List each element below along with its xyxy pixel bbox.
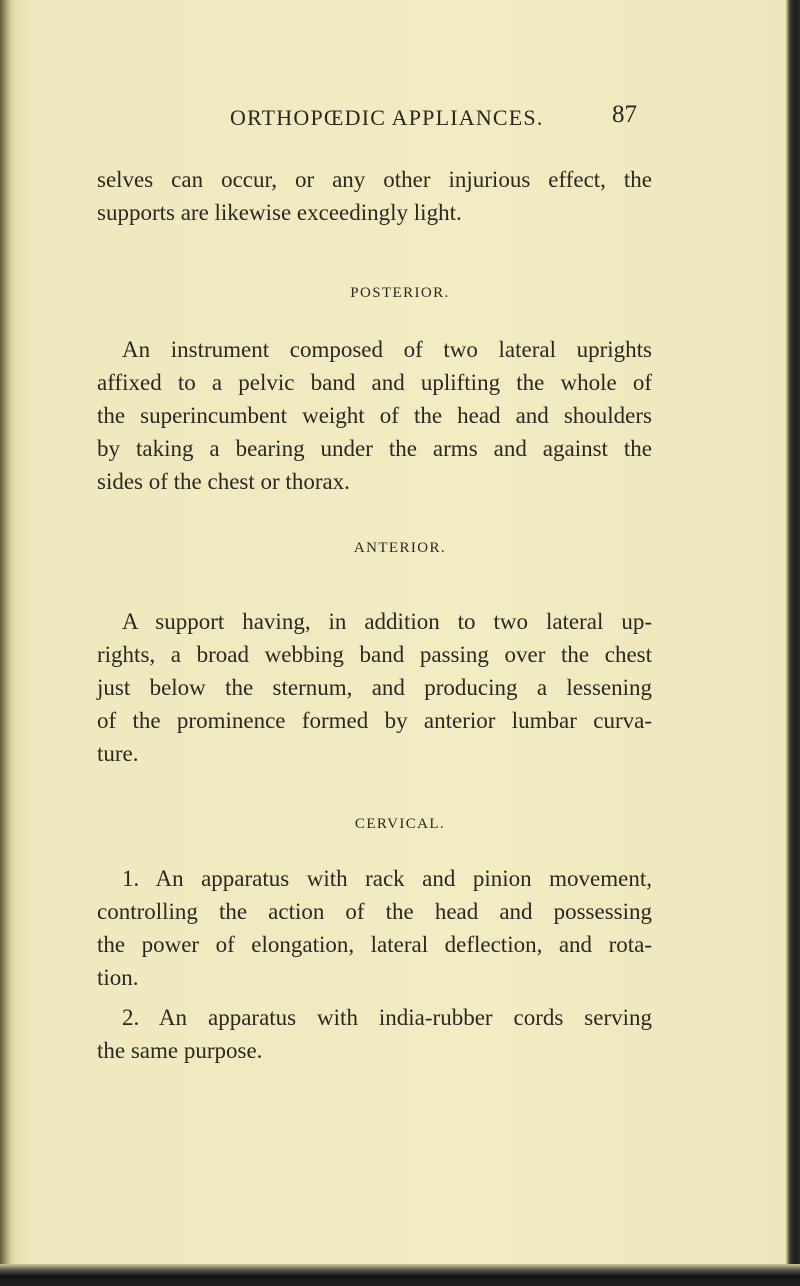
- text-line: of the prominence formed by anterior lumbar curva-: [97, 708, 652, 733]
- posterior-paragraph: [97, 333, 652, 498]
- page-right-dark-edge: [786, 0, 800, 1286]
- page-bottom-dark-edge: [0, 1264, 800, 1286]
- text-line: ture.: [97, 741, 139, 766]
- text-line: just below the sternum, and producing a lessening: [97, 675, 652, 700]
- section-heading-cervical: CERVICAL.: [354, 816, 446, 832]
- section-heading-posterior: POSTERIOR.: [350, 285, 450, 301]
- text-line: the power of elongation, lateral deflection, and rota-: [97, 932, 652, 957]
- text-line: rights, a broad webbing band passing over the chest: [97, 642, 652, 667]
- cervical-item-2: [97, 1001, 652, 1067]
- page-number: 87: [612, 101, 637, 128]
- text-line: by taking a bearing under the arms and against the: [97, 436, 652, 461]
- page-left-binding-edge: [0, 0, 14, 1286]
- running-title: ORTHOPŒDIC APPLIANCES.: [230, 105, 544, 130]
- text-line: the same purpose.: [97, 1038, 263, 1063]
- intro-paragraph: [97, 163, 652, 229]
- cervical-item-1: [97, 862, 652, 994]
- anterior-paragraph: [97, 605, 652, 770]
- text-line: supports are likewise exceedingly light.: [97, 200, 462, 225]
- text-line: the superincumbent weight of the head and shoulders: [97, 403, 652, 428]
- running-header: [0, 101, 800, 135]
- text-line: affixed to a pelvic band and uplifting the whole of: [97, 370, 652, 395]
- section-heading-anterior: ANTERIOR.: [353, 540, 447, 556]
- text-line: A support having, in addition to two lateral up-: [122, 609, 652, 634]
- text-line: sides of the chest or thorax.: [97, 469, 350, 494]
- text-line: tion.: [97, 965, 139, 990]
- text-line: selves can occur, or any other injurious effect, the: [97, 167, 652, 192]
- text-line: 1. An apparatus with rack and pinion movement,: [122, 866, 652, 891]
- text-line: An instrument composed of two lateral uprights: [122, 337, 652, 362]
- text-line: controlling the action of the head and possessing: [97, 899, 652, 924]
- text-line: 2. An apparatus with india-rubber cords serving: [122, 1005, 652, 1030]
